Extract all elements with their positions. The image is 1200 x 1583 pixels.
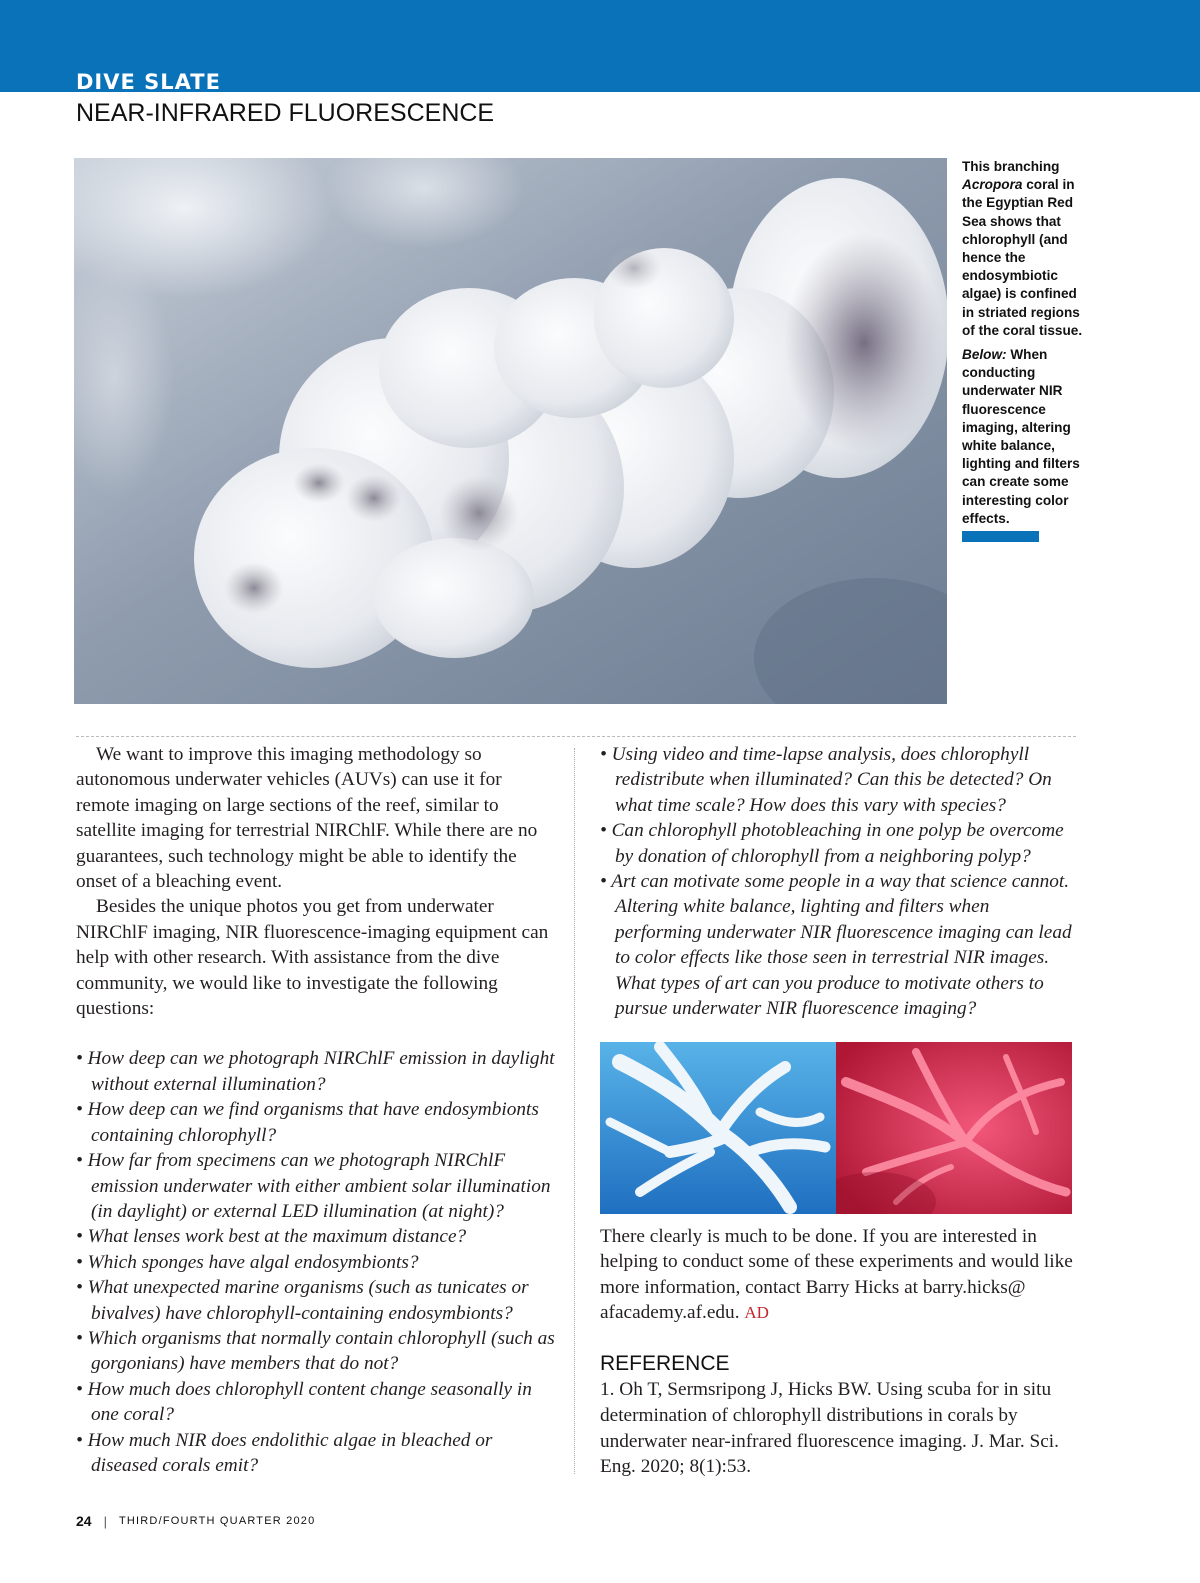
section-title: DIVE SLATE bbox=[76, 70, 221, 94]
coral-nir-photo bbox=[74, 158, 947, 704]
caption-text: coral in the Egyptian Red Sea shows that chlorophyll (and hence the endosymbiotic algae) is confined in striated regions of the coral tissue. bbox=[962, 177, 1083, 338]
article-title: NEAR-INFRARED FLUORESCENCE bbox=[76, 99, 495, 127]
list-item: • Art can motivate some people in a way that science cannot. Altering white balance, lighting and filters when performing underwater NIR fluorescence imaging can lead to color effects like those seen in terrestrial NIR images. What types of art can you produce to motivate others to pursue underwater NIR fluorescence imaging? bbox=[600, 871, 1072, 1020]
caption-below-label: Below: bbox=[962, 347, 1007, 363]
coral-photo-red-filter bbox=[836, 1042, 1072, 1214]
closing-paragraph bbox=[600, 1224, 1080, 1326]
color-effects-photos bbox=[600, 1042, 1072, 1214]
author-signoff: AD bbox=[744, 1303, 769, 1323]
page-footer bbox=[76, 1513, 315, 1529]
caption-text: When conducting underwater NIR fluorescence imaging, altering white balance, lighting and filters can create some interesting color effects. bbox=[962, 347, 1080, 526]
coral-photo-white-balance bbox=[600, 1042, 836, 1214]
page-number: 24 bbox=[76, 1513, 92, 1529]
column-divider bbox=[574, 748, 575, 1474]
list-item: • Using video and time-lapse analysis, does chlorophyll redistribute when illuminated? Can this be detected? On what time scale? How does this vary with species? bbox=[600, 744, 1052, 816]
list-item: • Which sponges have algal endosymbionts? bbox=[76, 1251, 419, 1273]
photo-caption bbox=[962, 158, 1092, 534]
caption-text: This branching bbox=[962, 159, 1060, 174]
list-item: • What unexpected marine organisms (such as tunicates or bivalves) have chlorophyll-containing endosymbionts? bbox=[76, 1277, 529, 1324]
list-item: • Which organisms that normally contain chlorophyll (such as gorgonians) have members that do not? bbox=[76, 1327, 555, 1375]
caption-paragraph-1 bbox=[962, 158, 1092, 340]
caption-paragraph-2 bbox=[962, 346, 1092, 528]
body-paragraph: Besides the unique photos you get from underwater NIRChlF imaging, NIR fluorescence-imaging equipment can help with other research. With assistance from the dive community, we would like to investigate the following questions: bbox=[76, 896, 549, 1020]
reference-heading: REFERENCE bbox=[600, 1352, 730, 1375]
closing-text: There clearly is much to be done. If you are interested in helping to conduct some of these experiments and would like more information, contact Barry Hicks at barry.hicks@ afacademy.af.edu. bbox=[600, 1226, 1073, 1324]
left-column bbox=[76, 742, 556, 1478]
list-item: • How far from specimens can we photograph NIRChlF emission underwater with either ambient solar illumination (in daylight) or external LED illumination (at night)? bbox=[76, 1150, 551, 1222]
question-list bbox=[76, 1046, 556, 1478]
body-paragraph: We want to improve this imaging methodology so autonomous underwater vehicles (AUVs) can use it for remote imaging on large sections of the reef, similar to satellite imaging for terrestrial NIRChlF. While there are no guarantees, such technology might be able to identify the onset of a bleaching event. bbox=[76, 744, 538, 893]
caption-genus: Acropora bbox=[962, 177, 1023, 193]
list-item: • How much NIR does endolithic algae in bleached or diseased corals emit? bbox=[76, 1429, 493, 1476]
list-item: • How much does chlorophyll content change seasonally in one coral? bbox=[76, 1378, 532, 1426]
list-item: • Can chlorophyll photobleaching in one polyp be overcome by donation of chlorophyll from a neighboring polyp? bbox=[600, 820, 1064, 867]
reference-text: 1. Oh T, Sermsripong J, Hicks BW. Using scuba for in situ determination of chlorophyll distributions in corals by underwater near-infrared fluorescence imaging. J. Mar. Sci. Eng. 2020; 8(1):53. bbox=[600, 1379, 1059, 1478]
divider bbox=[76, 736, 1076, 737]
question-list-continued bbox=[600, 742, 1080, 1021]
right-column bbox=[600, 742, 1080, 1021]
list-item: • What lenses work best at the maximum distance? bbox=[76, 1226, 467, 1248]
caption-accent-bar bbox=[962, 531, 1039, 542]
list-item: • How deep can we photograph NIRChlF emission in daylight without external illumination? bbox=[76, 1048, 555, 1095]
issue-label: THIRD/FOURTH QUARTER 2020 bbox=[118, 1515, 316, 1527]
footer-separator: | bbox=[103, 1513, 107, 1529]
list-item: • How deep can we find organisms that have endosymbionts containing chlorophyll? bbox=[76, 1099, 539, 1146]
